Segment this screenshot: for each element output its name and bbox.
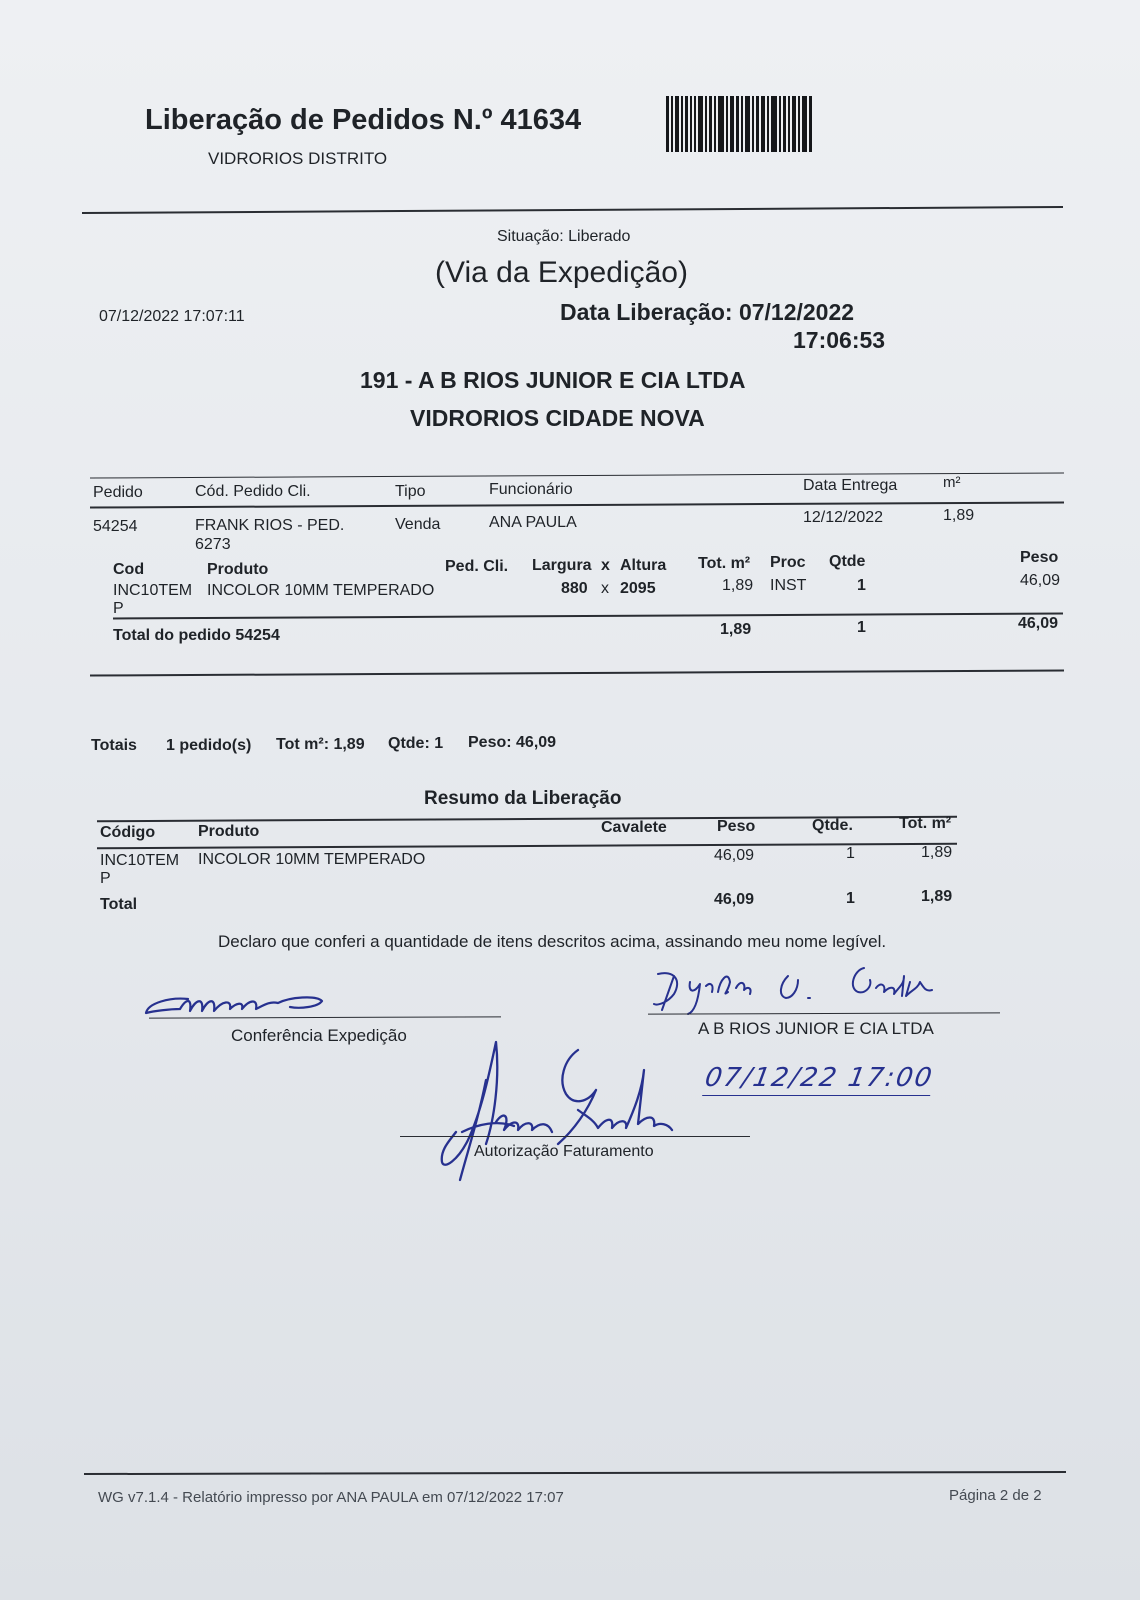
summary-header-qtde: Qtde.	[812, 817, 853, 834]
item-header-tot-m2: Tot. m²	[698, 555, 751, 572]
summary-total-peso: 46,09	[714, 891, 755, 908]
col-header-m2: m²	[943, 474, 961, 491]
item-header-cod: Cod	[113, 561, 145, 578]
table-header-line	[90, 501, 1064, 508]
summary-header-cavalete: Cavalete	[601, 819, 667, 836]
faturamento-signature	[438, 1040, 678, 1185]
summary-total-tot-m2: 1,89	[921, 888, 953, 905]
printed-timestamp: 07/12/2022 17:07:11	[99, 308, 245, 325]
col-header-cod-pedido-cli: Cód. Pedido Cli.	[195, 483, 311, 500]
order-tipo: Venda	[395, 516, 441, 533]
order-funcionario: ANA PAULA	[489, 514, 577, 531]
faturamento-signature-line	[400, 1136, 750, 1137]
client-name: 191 - A B RIOS JUNIOR E CIA LTDA	[360, 367, 746, 393]
summary-total-qtde: 1	[846, 890, 855, 907]
totals-m2: Tot m²: 1,89	[276, 736, 365, 753]
declaration-text: Declaro que conferi a quantidade de itens descritos acima, assinando meu nome legível.	[218, 932, 887, 951]
client-branch: VIDRORIOS CIDADE NOVA	[410, 405, 705, 431]
item-header-produto: Produto	[207, 561, 269, 578]
totals-qtde: Qtde: 1	[388, 735, 444, 752]
summary-header-peso: Peso	[717, 818, 756, 835]
item-produto: INCOLOR 10MM TEMPERADO	[207, 582, 435, 599]
summary-peso: 46,09	[714, 847, 755, 864]
order-total-peso: 46,09	[1018, 615, 1059, 632]
release-time: 17:06:53	[793, 327, 886, 353]
release-date: Data Liberação: 07/12/2022	[560, 299, 855, 325]
order-cod-pedido-cli-cont: 6273	[195, 536, 231, 553]
item-peso: 46,09	[1020, 572, 1061, 589]
divider	[82, 206, 1063, 213]
col-header-pedido: Pedido	[93, 484, 143, 501]
item-altura: 2095	[620, 580, 656, 597]
col-header-funcionario: Funcionário	[489, 481, 573, 498]
item-proc: INST	[770, 577, 807, 594]
page-number: Página 2 de 2	[949, 1487, 1042, 1504]
summary-title: Resumo da Liberação	[424, 788, 622, 809]
item-header-x: x	[601, 557, 610, 574]
via-title: (Via da Expedição)	[435, 256, 688, 289]
item-header-altura: Altura	[620, 557, 667, 574]
handwritten-date: 07/12/22 17:00	[702, 1063, 936, 1096]
item-cod: INC10TEM	[113, 582, 193, 599]
item-header-ped-cli: Ped. Cli.	[445, 558, 509, 575]
order-total-qtde: 1	[857, 619, 866, 636]
order-pedido: 54254	[93, 518, 138, 535]
company-name: VIDRORIOS DISTRITO	[208, 149, 388, 168]
summary-codigo: INC10TEM	[100, 852, 180, 869]
col-header-tipo: Tipo	[395, 483, 426, 500]
order-total-label: Total do pedido 54254	[113, 627, 280, 644]
summary-header-tot-m2: Tot. m²	[899, 815, 952, 832]
footer-line	[84, 1471, 1066, 1475]
faturamento-label: Autorização Faturamento	[474, 1143, 654, 1160]
totals-peso: Peso: 46,09	[468, 734, 557, 751]
document-title: Liberação de Pedidos N.º 41634	[145, 104, 582, 136]
table-bottom-line	[90, 669, 1064, 676]
item-largura: 880	[561, 580, 588, 597]
summary-header-codigo: Código	[100, 824, 156, 841]
footer-printed-by: WG v7.1.4 - Relatório impresso por ANA PAULA em 07/12/2022 17:07	[98, 1489, 564, 1506]
order-cod-pedido-cli: FRANK RIOS - PED.	[195, 517, 345, 534]
expedicao-label: Conferência Expedição	[231, 1026, 407, 1045]
item-tot-m2: 1,89	[722, 577, 754, 594]
summary-codigo-cont: P	[100, 870, 111, 887]
order-data-entrega: 12/12/2022	[803, 509, 884, 526]
item-header-largura: Largura	[532, 557, 592, 574]
table-top-line	[90, 472, 1064, 478]
status-text: Situação: Liberado	[497, 228, 631, 245]
summary-total-label: Total	[100, 896, 138, 913]
item-qtde: 1	[857, 577, 866, 594]
totals-label: Totais	[91, 737, 137, 754]
summary-header-line	[97, 843, 957, 849]
item-total-line	[113, 613, 1063, 619]
summary-tot-m2: 1,89	[921, 844, 953, 861]
order-total-m2: 1,89	[720, 621, 752, 638]
client-signature	[648, 962, 988, 1016]
expedicao-signature	[140, 985, 340, 1025]
col-header-data-entrega: Data Entrega	[803, 477, 898, 494]
totals-pedidos: 1 pedido(s)	[166, 737, 252, 754]
item-x: x	[601, 580, 609, 597]
item-header-qtde: Qtde	[829, 553, 866, 570]
summary-header-produto: Produto	[198, 823, 260, 840]
barcode	[666, 96, 814, 152]
item-header-proc: Proc	[770, 554, 806, 571]
summary-produto: INCOLOR 10MM TEMPERADO	[198, 851, 426, 868]
client-signature-label: A B RIOS JUNIOR E CIA LTDA	[698, 1019, 934, 1038]
item-cod-cont: P	[113, 600, 124, 617]
order-m2: 1,89	[943, 507, 975, 524]
summary-qtde: 1	[846, 845, 855, 862]
item-header-peso: Peso	[1020, 549, 1059, 566]
